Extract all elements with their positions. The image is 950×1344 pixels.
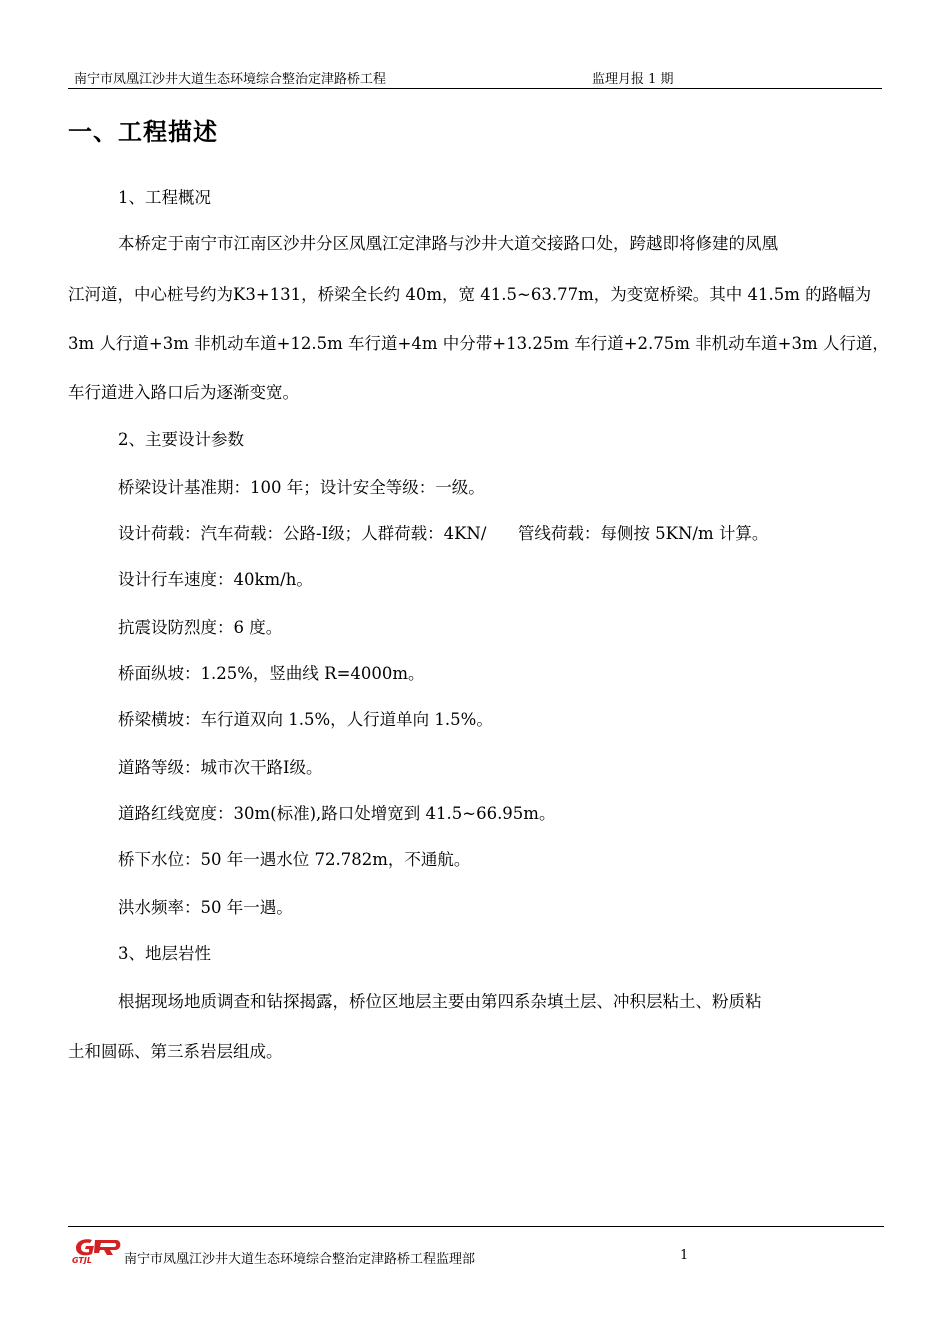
param-item: 设计荷载：汽车荷载：公路-Ⅰ级；人群荷载：4KN/ 管线荷载：每侧按 5KN/m 计算。 (118, 524, 769, 543)
section-1-line-1: 本桥定于南宁市江南区沙井分区凤凰江定津路与沙井大道交接路口处，跨越即将修建的凤凰 (118, 234, 778, 253)
param-item: 洪水频率：50 年一遇。 (118, 898, 293, 917)
section-1-line-4: 车行道进入路口后为逐渐变宽。 (68, 383, 299, 402)
section-1-line-2: 江河道，中心桩号约为K3+131，桥梁全长约 40m，宽 41.5~63.77m，为变宽桥梁。其中 41.5m 的路幅为 (68, 285, 872, 304)
footer-org-name: 南宁市凤凰江沙井大道生态环境综合整治定津路桥工程监理部 (124, 1252, 476, 1267)
param-item: 抗震设防烈度：6 度。 (118, 618, 283, 637)
param-item: 桥梁横坡：车行道双向 1.5%，人行道单向 1.5%。 (118, 710, 493, 729)
page-title: 一、工程描述 (68, 118, 218, 146)
section-3-heading: 3、地层岩性 (118, 944, 211, 963)
section-1-line-3: 3m 人行道+3m 非机动车道+12.5m 车行道+4m 中分带+13.25m 车行道+2.75m 非机动车道+3m 人行道， (68, 334, 889, 353)
param-item: 桥梁设计基准期：100 年；设计安全等级：一级。 (118, 478, 485, 497)
section-3-line-2: 土和圆砾、第三系岩层组成。 (68, 1042, 283, 1061)
header-project-name: 南宁市凤凰江沙井大道生态环境综合整治定津路桥工程 (74, 72, 387, 87)
param-item: 桥下水位：50 年一遇水位 72.782m，不通航。 (118, 850, 471, 869)
param-item: 道路等级：城市次干路Ⅰ级。 (118, 758, 323, 777)
section-3-line-1: 根据现场地质调查和钻探揭露，桥位区地层主要由第四系杂填土层、冲积层粘土、粉质粘 (118, 992, 762, 1011)
param-item: 设计行车速度：40km/h。 (118, 570, 313, 589)
page-number: 1 (680, 1248, 689, 1263)
param-item: 桥面纵坡：1.25%，竖曲线 R=4000m。 (118, 664, 425, 683)
section-2-heading: 2、主要设计参数 (118, 430, 244, 449)
footer-divider (68, 1226, 884, 1227)
company-logo-icon (70, 1234, 126, 1264)
header-report-label: 监理月报 1 期 (592, 72, 674, 87)
logo-text: GTJL (72, 1256, 92, 1264)
page-header (68, 66, 882, 89)
section-1-heading: 1、工程概况 (118, 188, 211, 207)
param-item: 道路红线宽度：30m(标准),路口处增宽到 41.5~66.95m。 (118, 804, 556, 823)
